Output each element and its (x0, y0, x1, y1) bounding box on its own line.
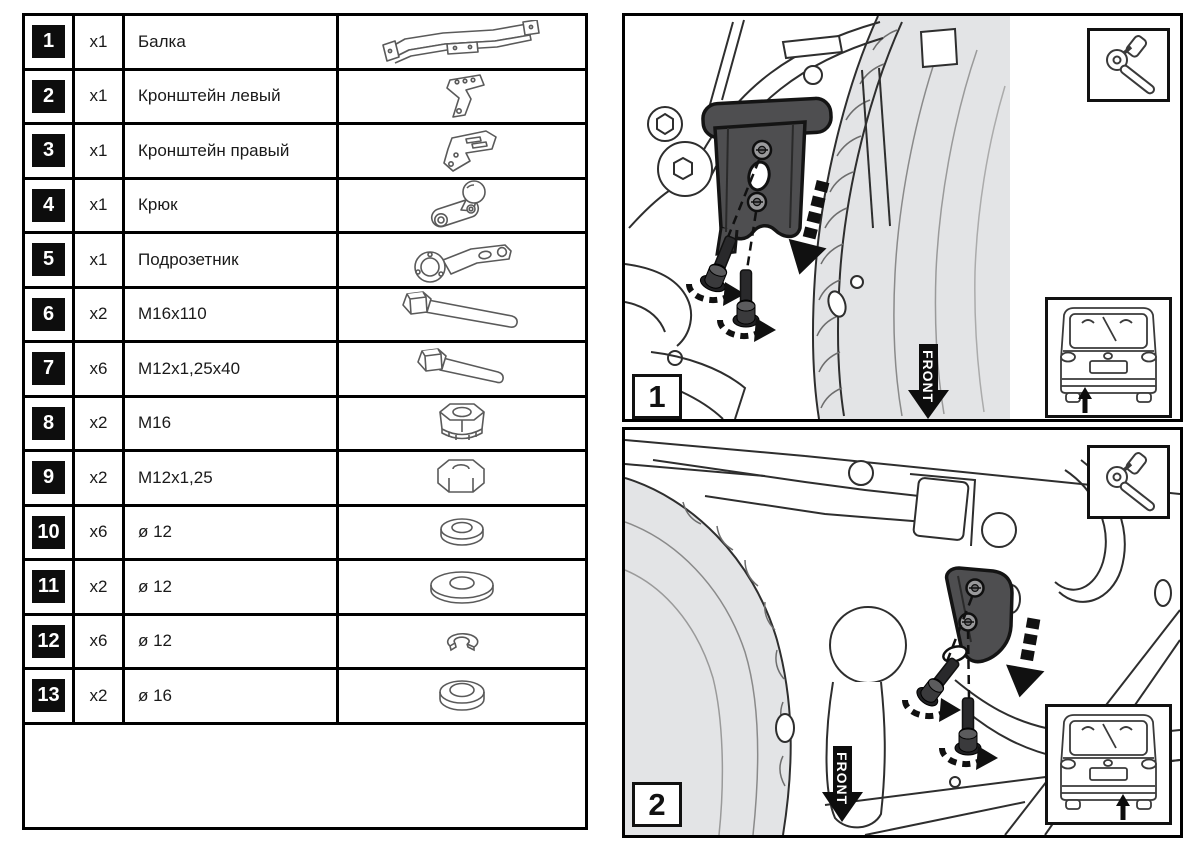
part-number-badge: 8 (32, 407, 65, 440)
part-number-badge: 1 (32, 25, 65, 58)
hex-nut-icon (435, 456, 489, 500)
table-row (25, 180, 585, 235)
part-qty: x2 (75, 398, 125, 450)
front-label: FRONT (920, 350, 936, 404)
screw (753, 141, 771, 159)
table-footer-empty (25, 725, 585, 828)
part-number-badge: 7 (32, 352, 65, 385)
step-1-panel (622, 13, 1183, 422)
tool-inset-box (1087, 28, 1170, 102)
part-name: ø 12 (125, 507, 339, 559)
part-name: M16x110 (125, 289, 339, 341)
left-bracket-icon (426, 73, 498, 119)
table-row (25, 71, 585, 126)
tow-ball-icon (419, 180, 505, 232)
part-name: M12x1,25x40 (125, 343, 339, 395)
part-name: Крюк (125, 180, 339, 232)
part-name: Кронштейн правый (125, 125, 339, 177)
part-number-badge: 6 (32, 298, 65, 331)
part-name: Кронштейн левый (125, 71, 339, 123)
ratchet-icon (1090, 32, 1167, 98)
part-name: Подрозетник (125, 234, 339, 286)
short-bolt-icon (414, 347, 510, 391)
part-qty: x1 (75, 16, 125, 68)
table-row (25, 398, 585, 453)
table-row (25, 289, 585, 344)
part-qty: x2 (75, 670, 125, 722)
car-rear-inset-box (1045, 297, 1172, 418)
long-bolt-icon (398, 291, 526, 337)
flange-nut-icon (433, 400, 491, 446)
screw (960, 614, 977, 631)
part-number-badge: 4 (32, 189, 65, 222)
bolt (955, 698, 981, 755)
spring-washer-icon (438, 626, 486, 656)
part-name: M16 (125, 398, 339, 450)
tool-inset-box (1087, 445, 1170, 519)
part-qty: x1 (75, 180, 125, 232)
right-bracket-icon (422, 128, 502, 174)
step-number: 1 (632, 374, 682, 419)
part-name: ø 16 (125, 670, 339, 722)
table-row (25, 16, 585, 71)
part-qty: x1 (75, 234, 125, 286)
part-qty: x6 (75, 343, 125, 395)
front-label: FRONT (834, 752, 850, 806)
step-number: 2 (632, 782, 682, 827)
washer-icon (433, 514, 491, 550)
exhaust-pipe (830, 607, 906, 683)
part-qty: x1 (75, 125, 125, 177)
part-number-badge: 5 (32, 243, 65, 276)
thick-washer-icon (430, 677, 494, 715)
tire (813, 16, 1010, 419)
large-washer-icon (421, 567, 503, 607)
screw (748, 193, 766, 211)
table-row (25, 507, 585, 562)
part-qty: x6 (75, 616, 125, 668)
table-row (25, 343, 585, 398)
part-number-badge: 2 (32, 80, 65, 113)
socket-plate-icon (403, 234, 521, 286)
part-number-badge: 11 (32, 570, 65, 603)
part-name: ø 12 (125, 616, 339, 668)
bolt (733, 270, 759, 327)
table-row (25, 234, 585, 289)
car-rear-inset-box (1045, 704, 1172, 825)
part-number-badge: 9 (32, 461, 65, 494)
table-row (25, 670, 585, 725)
part-qty: x2 (75, 289, 125, 341)
part-qty: x1 (75, 71, 125, 123)
car-rear-view-icon (1048, 301, 1169, 415)
table-row (25, 561, 585, 616)
part-name: M12x1,25 (125, 452, 339, 504)
part-qty: x6 (75, 507, 125, 559)
table-row (25, 125, 585, 180)
part-number-badge: 13 (32, 679, 65, 712)
parts-table (22, 13, 588, 830)
car-rear-view-icon (1048, 708, 1169, 822)
part-qty: x2 (75, 561, 125, 613)
step-2-panel (622, 427, 1183, 838)
table-row (25, 616, 585, 671)
beam-icon (381, 20, 543, 64)
part-qty: x2 (75, 452, 125, 504)
part-name: Балка (125, 16, 339, 68)
part-number-badge: 3 (32, 134, 65, 167)
part-number-badge: 10 (32, 516, 65, 549)
screw (967, 580, 984, 597)
part-number-badge: 12 (32, 625, 65, 658)
part-name: ø 12 (125, 561, 339, 613)
table-row (25, 452, 585, 507)
ratchet-icon (1090, 449, 1167, 515)
